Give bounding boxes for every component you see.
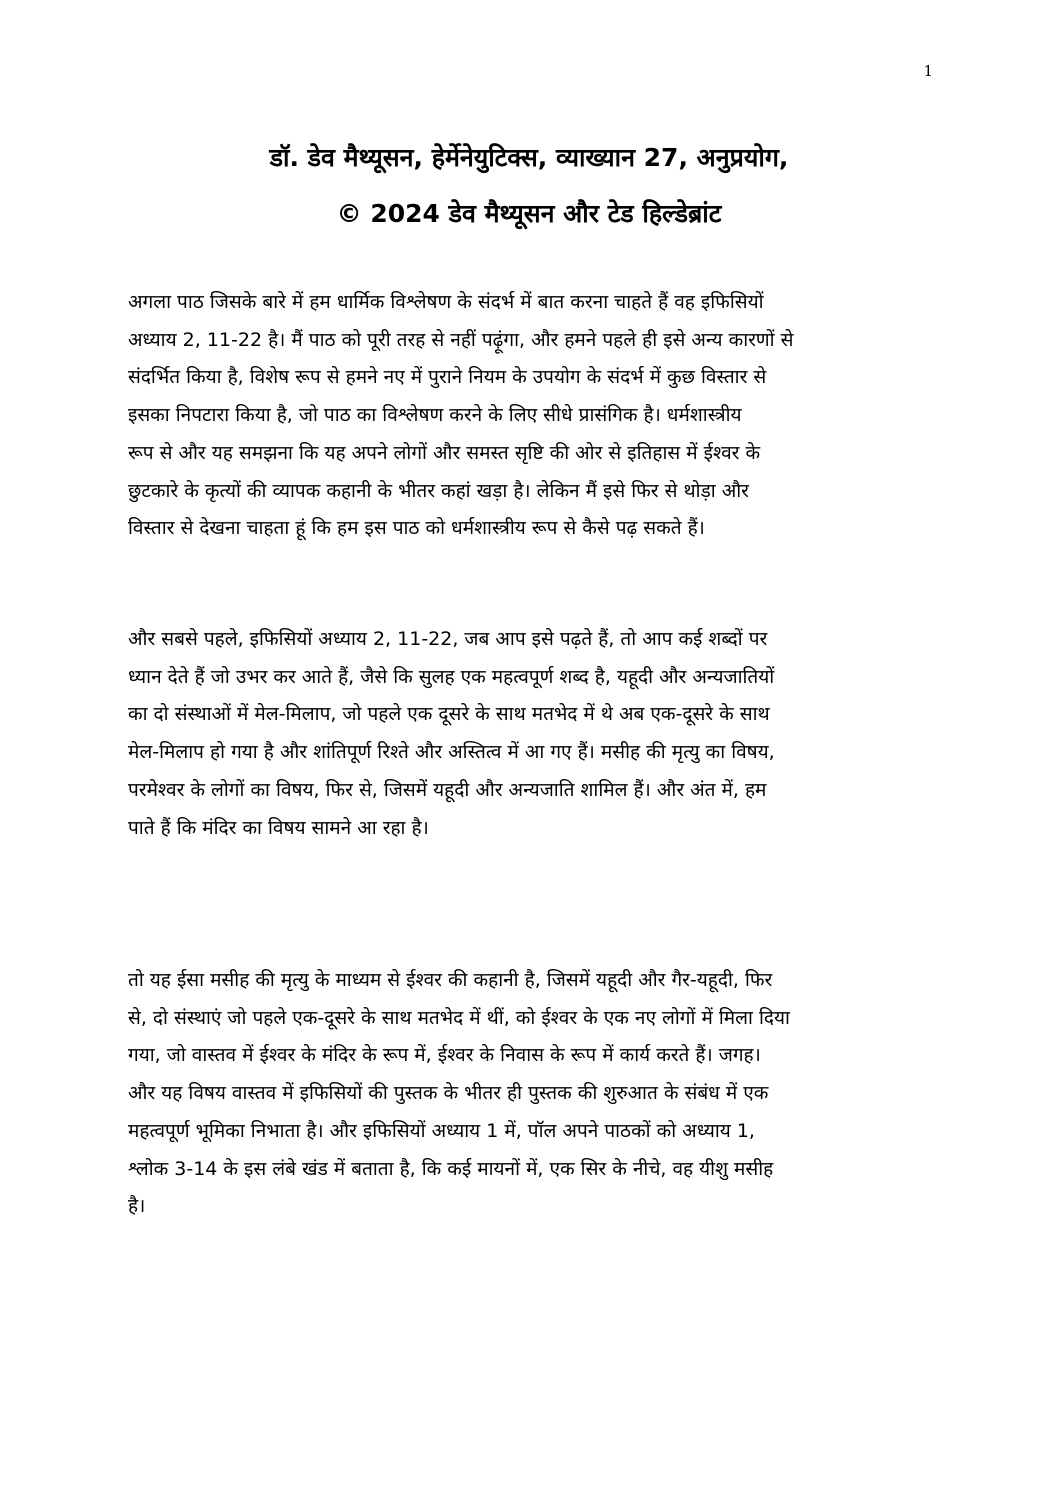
paragraph <box>128 621 944 847</box>
text-line: परमेश्वर के लोगों का विषय, फिर से, जिसमें यहूदी और अन्यजाति शामिल हैं। और अंत में, हम <box>128 778 767 801</box>
text-line: रूप से और यह समझना कि यह अपने लोगों और समस्त सृष्टि की ओर से इतिहास में ईश्वर के <box>128 441 761 464</box>
text-line: इसका निपटारा किया है, जो पाठ का विश्लेषण करने के लिए सीधे प्रासंगिक है। धर्मशास्त्रीय <box>128 404 742 427</box>
text-line: महत्वपूर्ण भूमिका निभाता है। और इफिसियों अध्याय 1 में, पॉल अपने पाठकों को अध्याय 1, <box>128 1119 755 1142</box>
text-line: का दो संस्थाओं में मेल-मिलाप, जो पहले एक दूसरे के साथ मतभेद में थे अब एक-दूसरे के साथ <box>128 703 770 726</box>
page-number: 1 <box>923 62 933 80</box>
text-line: गया, जो वास्तव में ईश्वर के मंदिर के रूप में, ईश्वर के निवास के रूप में कार्य करते हैं। जगह। <box>128 1044 761 1067</box>
title-line: डॉ. डेव मैथ्यूसन, हेर्मेनेयुटिक्स, व्याख्यान 27, अनुप्रयोग, <box>269 143 789 172</box>
text-line: अध्याय 2, 11-22 है। मैं पाठ को पूरी तरह से नहीं पढ़ूंगा, और हमने पहले ही इसे अन्य कारणों से <box>128 328 794 351</box>
paragraph <box>128 284 944 548</box>
text-line: पाते हैं कि मंदिर का विषय सामने आ रहा है। <box>128 816 429 839</box>
text-line: श्लोक 3-14 के इस लंबे खंड में बताता है, कि कई मायनों में, एक सिर के नीचे, वह यीशु मसीह <box>128 1157 774 1180</box>
text-line: से, दो संस्थाएं जो पहले एक-दूसरे के साथ मतभेद में थीं, को ईश्वर के एक नए लोगों में मिला दिया <box>128 1006 790 1029</box>
text-line: छुटकारे के कृत्यों की व्यापक कहानी के भीतर कहां खड़ा है। लेकिन मैं इसे फिर से थोड़ा और <box>128 479 749 502</box>
text-line: तो यह ईसा मसीह की मृत्यु के माध्यम से ईश्वर की कहानी है, जिसमें यहूदी और गैर-यहूदी, फिर <box>128 969 773 991</box>
title-line: © 2024 डेव मैथ्यूसन और टेड हिल्डेब्रांट <box>336 199 722 228</box>
text-line: संदर्भित किया है, विशेष रूप से हमने नए में पुराने नियम के उपयोग के संदर्भ में कुछ विस्तार से <box>128 366 767 389</box>
text-line: और सबसे पहले, इफिसियों अध्याय 2, 11-22, जब आप इसे पढ़ते हैं, तो आप कई शब्दों पर <box>128 628 768 650</box>
text-line: विस्तार से देखना चाहता हूं कि हम इस पाठ को धर्मशास्त्रीय रूप से कैसे पढ़ सकते हैं। <box>128 517 705 540</box>
document-title <box>120 130 938 242</box>
text-line: और यह विषय वास्तव में इफिसियों की पुस्तक के भीतर ही पुस्तक की शुरुआत के संबंध में एक <box>128 1082 769 1105</box>
text-line: अगला पाठ जिसके बारे में हम धार्मिक विश्लेषण के संदर्भ में बात करना चाहते हैं वह इफिसियों <box>128 291 764 313</box>
text-line: ध्यान देते हैं जो उभर कर आते हैं, जैसे कि सुलह एक महत्वपूर्ण शब्द है, यहूदी और अन्यजातियों <box>128 665 775 688</box>
text-line: मेल-मिलाप हो गया है और शांतिपूर्ण रिश्ते और अस्तित्व में आ गए हैं। मसीह की मृत्यु का विषय, <box>128 741 775 764</box>
text-line: है। <box>128 1195 146 1218</box>
paragraph <box>128 962 944 1226</box>
